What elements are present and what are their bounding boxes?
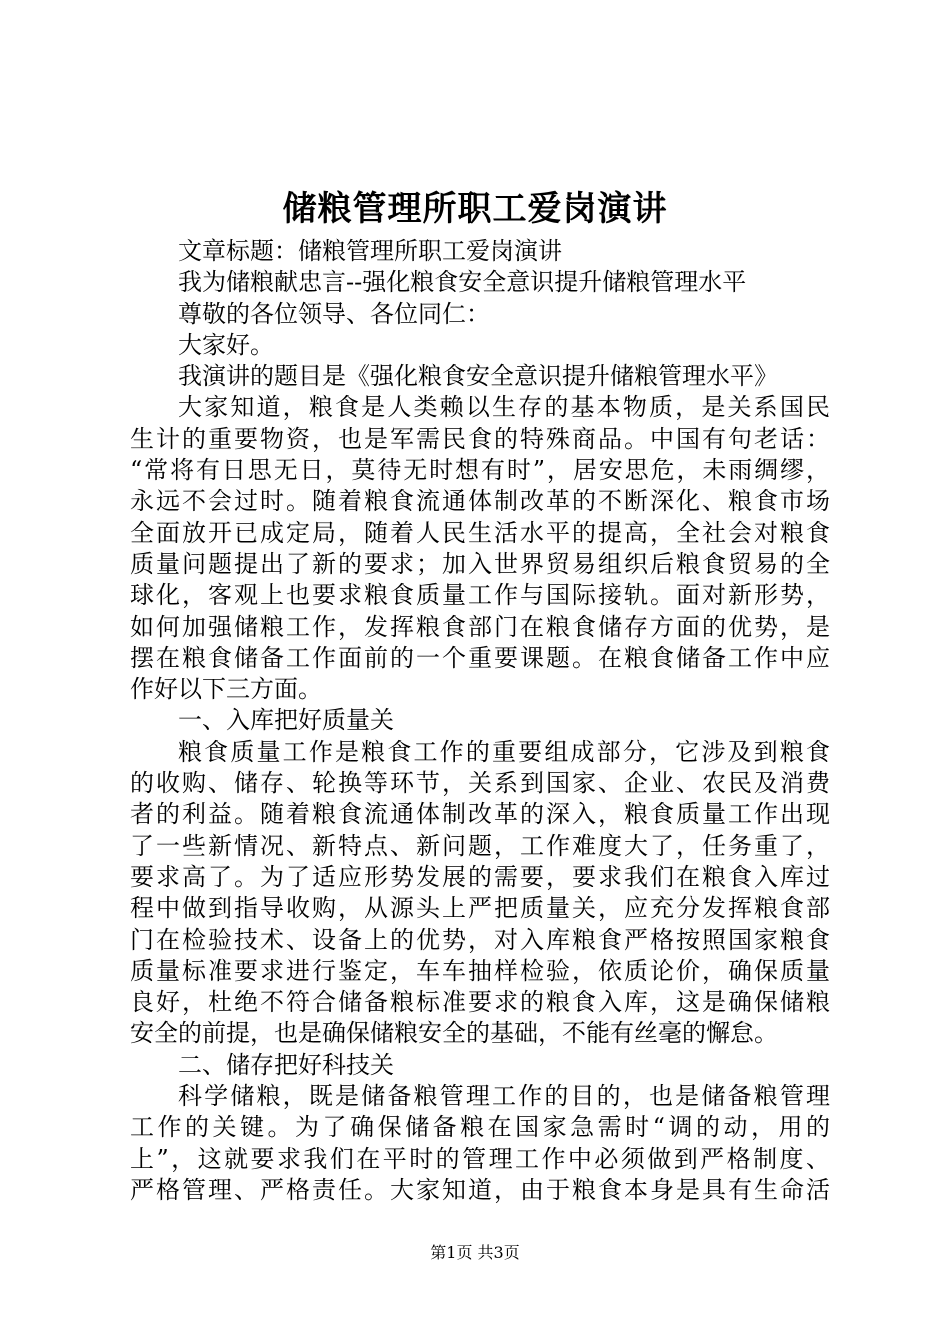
text-line: 质量问题提出了新的要求；加入世界贸易组织后粮食贸易的全 — [130, 549, 830, 578]
text-line: 粮食质量工作是粮食工作的重要组成部分，它涉及到粮食 — [178, 737, 830, 766]
text-line: 者的利益。随着粮食流通体制改革的深入，粮食质量工作出现 — [130, 800, 830, 829]
text-line: 严格管理、严格责任。大家知道，由于粮食本身是具有生命活 — [130, 1175, 830, 1204]
text-line: 尊敬的各位领导、各位同仁： — [178, 299, 490, 328]
text-line: 文章标题：储粮管理所职工爱岗演讲 — [178, 237, 562, 265]
text-line: 工作的关键。为了确保储备粮在国家急需时“调的动，用的 — [130, 1113, 830, 1142]
text-line: 安全的前提，也是确保储粮安全的基础，不能有丝毫的懈怠。 — [130, 1019, 778, 1048]
text-line: 上”，这就要求我们在平时的管理工作中必须做到严格制度、 — [130, 1144, 830, 1173]
page-number-footer: 第1页 共3页 — [430, 1243, 520, 1262]
text-line: 大家知道，粮食是人类赖以生存的基本物质，是关系国民 — [178, 393, 830, 422]
text-line: 我为储粮献忠言--强化粮食安全意识提升储粮管理水平 — [178, 268, 747, 297]
text-line: 大家好。 — [178, 330, 274, 359]
document-title: 储粮管理所职工爱岗演讲 — [282, 189, 668, 229]
text-line: 如何加强储粮工作，发挥粮食部门在粮食储存方面的优势，是 — [130, 612, 830, 641]
text-line: 我演讲的题目是《强化粮食安全意识提升储粮管理水平》 — [178, 362, 778, 391]
text-line: 了一些新情况、新特点、新问题，工作难度大了，任务重了， — [130, 831, 830, 860]
text-line: 永远不会过时。随着粮食流通体制改革的不断深化、粮食市场 — [130, 487, 830, 516]
text-line: 生计的重要物资，也是军需民食的特殊商品。中国有句老话： — [130, 424, 830, 453]
text-line: 程中做到指导收购，从源头上严把质量关，应充分发挥粮食部 — [130, 894, 830, 923]
text-line: 摆在粮食储备工作面前的一个重要课题。在粮食储备工作中应 — [130, 643, 830, 672]
section-heading: 二、储存把好科技关 — [178, 1050, 394, 1079]
text-line: 球化，客观上也要求粮食质量工作与国际接轨。面对新形势， — [130, 581, 830, 610]
text-line: 作好以下三方面。 — [130, 675, 322, 704]
text-line: 科学储粮，既是储备粮管理工作的目的，也是储备粮管理 — [178, 1082, 830, 1111]
text-line: 要求高了。为了适应形势发展的需要，要求我们在粮食入库过 — [130, 862, 830, 891]
text-line: 全面放开已成定局，随着人民生活水平的提高，全社会对粮食 — [130, 518, 830, 547]
text-line: “常将有日思无日，莫待无时想有时”，居安思危，未雨绸缪， — [130, 456, 830, 485]
document-body — [130, 236, 830, 1206]
text-line: 质量标准要求进行鉴定，车车抽样检验，依质论价，确保质量 — [130, 956, 830, 985]
section-heading: 一、入库把好质量关 — [178, 706, 394, 735]
text-line: 门在检验技术、设备上的优势，对入库粮食严格按照国家粮食 — [130, 925, 830, 954]
text-line: 良好，杜绝不符合储备粮标准要求的粮食入库，这是确保储粮 — [130, 988, 830, 1017]
text-line: 的收购、储存、轮换等环节，关系到国家、企业、农民及消费 — [130, 769, 830, 798]
